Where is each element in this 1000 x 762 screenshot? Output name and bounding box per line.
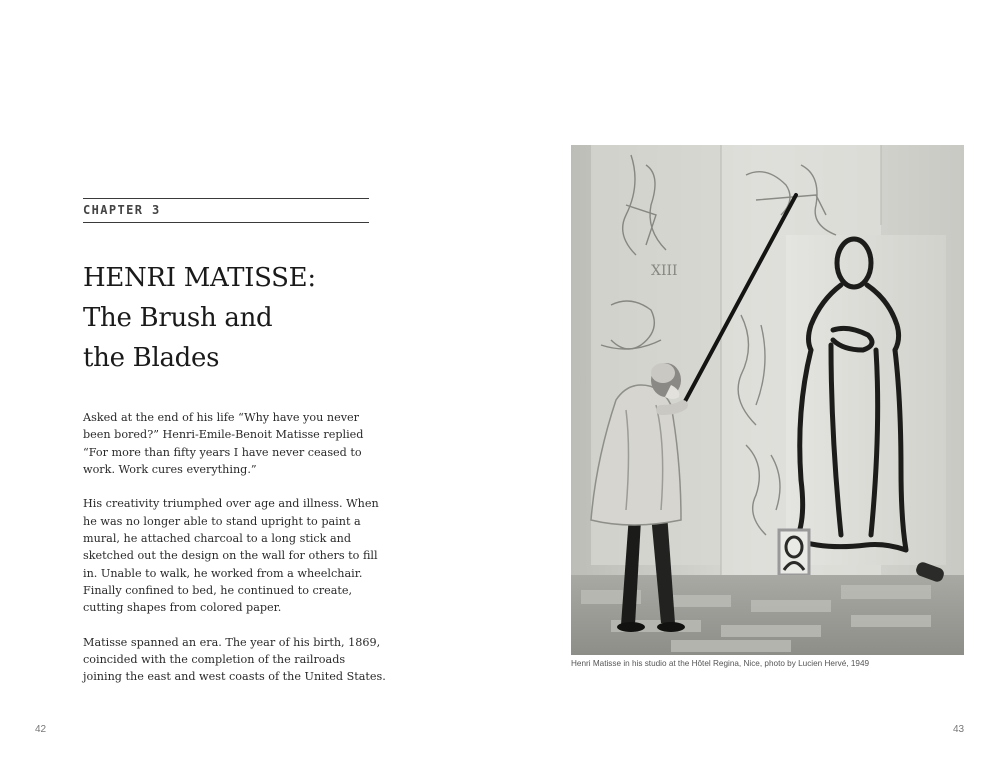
chapter-rule-bottom <box>83 222 369 223</box>
studio-photo-illustration <box>571 145 964 655</box>
text-line: joining the east and west coasts of the United States. <box>83 670 386 684</box>
page-number-left: 42 <box>35 724 47 735</box>
text-line: he was no longer able to stand upright to paint a <box>83 514 361 528</box>
chapter-title-line: HENRI MATISSE: <box>83 263 316 293</box>
chapter-rule-top <box>83 198 369 199</box>
text-line: mural, he attached charcoal to a long stick and <box>83 532 352 546</box>
text-line: sketched out the design on the wall for others to fill <box>83 549 378 563</box>
text-line: Finally confined to bed, he continued to create, <box>83 583 353 597</box>
photo-caption: Henri Matisse in his studio at the Hôtel Regina, Nice, photo by Lucien Hervé, 1949 <box>571 659 870 668</box>
studio-photograph <box>571 145 964 655</box>
text-line: “For more than fifty years I have never ceased to <box>83 445 362 459</box>
paragraph-2 <box>83 495 379 616</box>
text-line: coincided with the completion of the railroads <box>83 653 346 667</box>
svg-text:XIII: XIII <box>651 263 678 279</box>
chapter-label: CHAPTER 3 <box>83 203 161 217</box>
text-line: work. Work cures everything.” <box>83 462 257 476</box>
text-line: Asked at the end of his life “Why have you never <box>83 411 359 424</box>
text-line: in. Unable to walk, he worked from a wheelchair. <box>83 566 363 580</box>
chapter-title <box>83 258 373 378</box>
chapter-title-line: the Blades <box>83 343 220 373</box>
text-line: cutting shapes from colored paper. <box>83 601 282 615</box>
text-line: been bored?” Henri-Emile-Benoit Matisse replied <box>83 428 364 442</box>
page-number-right: 43 <box>953 724 965 735</box>
text-line: Matisse spanned an era. The year of his birth, 1869, <box>83 635 381 649</box>
body-text <box>83 409 386 703</box>
paragraph-3 <box>83 634 386 686</box>
chapter-title-line: The Brush and <box>83 303 273 333</box>
paragraph-1 <box>83 409 373 478</box>
text-line: His creativity triumphed over age and illness. When <box>83 497 379 511</box>
